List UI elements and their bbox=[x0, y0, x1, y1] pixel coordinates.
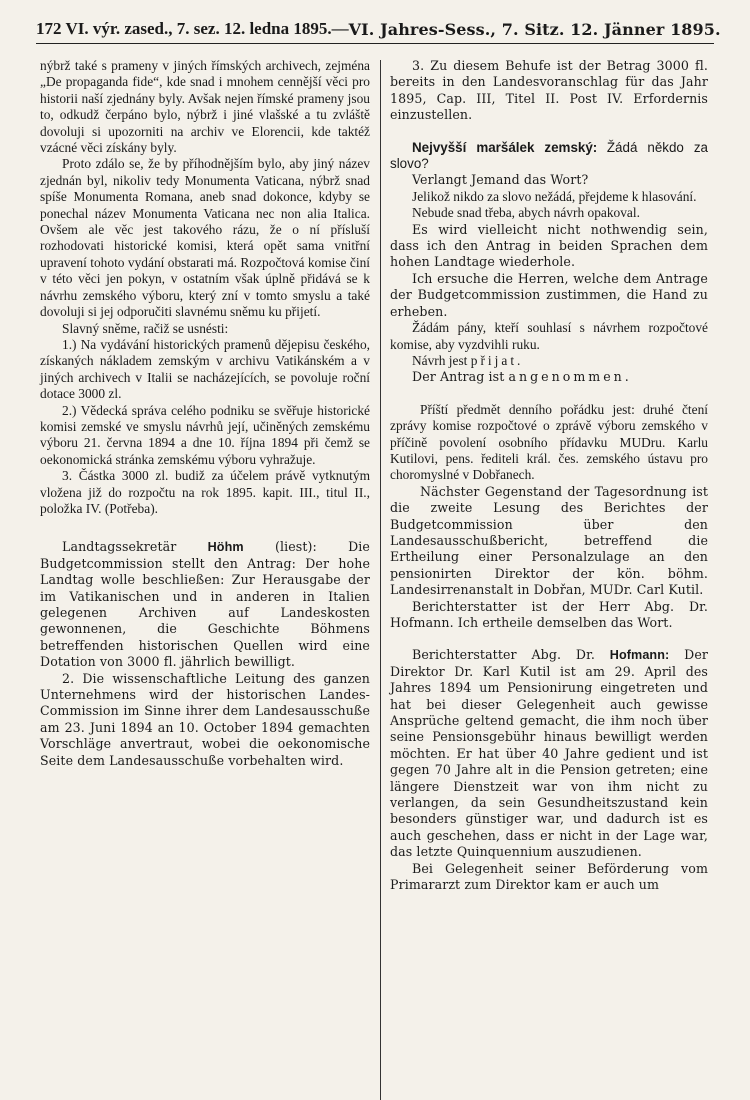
right-paragraph-13: Berichterstatter ist der Herr Abg. Dr. Hofmann. Ich ertheile demselben das Wort. bbox=[390, 598, 708, 630]
left-item-1: 1.) Na vydávání historických pramenů dějepisu českého, získaných nákladem zemským v archivu Vatikánském a v jiných archivech v Italii se nacházejících, se povoluje roční dotace 3000 zl. bbox=[40, 336, 370, 402]
header-left: 172 VI. výr. zased., 7. sez. 12. ledna 1895. bbox=[36, 19, 332, 38]
right-paragraph-6: Es wird vielleicht nicht nothwendig sein, dass ich den Antrag in beiden Sprachen dem hohen Landtage wiederhole. bbox=[390, 221, 708, 270]
column-divider bbox=[380, 60, 381, 1100]
page-header bbox=[36, 14, 721, 44]
secretary-text: (liest): Die Budgetcommission stellt den Antrag: Der hohe Landtag wolle beschließen: Zur Herausgabe der im Vatikanischen und in anderen in Italien gelegenen Archiven auf Landeskosten gewonnenen, die Geschichte Böhmens betreffenden historischen Quellen wird eine Dotation von 3000 fl. jährlich bewilligt. bbox=[40, 539, 370, 670]
right-paragraph-12: Nächster Gegenstand der Tagesordnung ist die zweite Lesung des Berichtes der Budgetcommission über den Landesausschußbericht, betreffend die Ertheilung einer Personalzulage an den pensionirten Direktor der kön. böhm. Landesirrenanstalt in Dobřan, MUDr. Carl Kutil. bbox=[390, 483, 708, 598]
right-paragraph-4: Jelikož nikdo za slovo nežádá, přejdeme k hlasování. bbox=[412, 188, 697, 204]
left-paragraph-2: Proto zdálo se, že by příhodnějším bylo, aby jiný název zjednán byl, nikoliv tedy Monumenta Vaticana, nýbrž snad spíše Monumenta Romana, aneb snad dokonce, kdyby se ponechal název Monumenta Vaticana nec non alia Italica. Ovšem ale věc jest takového rázu, že o ní přísluší rozhodovati historické komisi, která opět sama vnitřní upravení tohoto vydání obstarati má. Rozpočtová komise činí v této věci jen pokyn, v ostatním však úplně přidává se k návrhu zemského výboru, který zní v tomto smyslu a také dovoluji si jej odporučiti slavnému sněmu ku přijetí. bbox=[40, 156, 370, 320]
vote-label: Návrh jest bbox=[412, 352, 468, 368]
left-paragraph-3: Slavný sněme, račiž se usnésti: bbox=[62, 320, 229, 336]
right-paragraph-10 bbox=[390, 369, 708, 385]
vote-result: přijat. bbox=[470, 352, 524, 368]
left-item-2: 2.) Vědecká správa celého podniku se svěřuje historické komisi zemské ve smyslu návrhů její, učiněných zemskému výboru 21. června 1894 a dne 10. října 1894 při čemž se oekonomická stránka zemskému výboru vyhražuje. bbox=[40, 402, 370, 467]
marshal-text: Žádá někdo za slovo? bbox=[390, 139, 708, 172]
left-paragraph-german-2: 2. Die wissenschaftliche Leitung des ganzen Unternehmens wird der historischen Landes-Commission im Sinne ihrer dem Landesausschuße am 23. Juni 1894 an 10. October 1894 gemachten Vorschläge anvertraut, wobei die oekonomische Seite dem Landesausschuße vorbehalten wird. bbox=[40, 670, 370, 768]
left-item-3: 3. Částka 3000 zl. budiž za účelem právě vytknutým vložena již do rozpočtu na rok 1895. kapit. III., titul II., položka IV. (Potřeba). bbox=[40, 468, 370, 516]
left-column bbox=[40, 58, 370, 769]
right-paragraph-1: 3. Zu diesem Behufe ist der Betrag 3000 fl. bereits in den Landesvoranschlag für das Jahr 1895, Cap. III, Titel II. Post IV. Erfordernis einzustellen. bbox=[390, 58, 708, 123]
secretary-name: Höhm bbox=[207, 540, 244, 555]
vote-label-de: Der Antrag ist bbox=[412, 369, 505, 385]
right-paragraph-marshal bbox=[390, 140, 708, 173]
right-paragraph-8: Žádám pány, kteří souhlasí s návrhem rozpočtové komise, aby vyzdvihli ruku. bbox=[390, 320, 708, 352]
right-paragraph-5: Nebude snad třeba, abych návrh opakoval. bbox=[412, 205, 640, 221]
reporter-label: Berichterstatter Abg. Dr. bbox=[412, 647, 595, 663]
reporter-text: Der Direktor Dr. Karl Kutil ist am 29. April des Jahres 1894 um Pensionirung eingetreten und hat bei dieser Gelegenheit auch gewisse Ansprüche geltend gemacht, die ihm noch über seine Pensionsgebühr hinaus bewilligt werden möchten. Er hat über 40 Jahre gedient und ist gegen 70 Jahre alt in die Pension getreten; eine längere Dienstzeit war von ihm nicht zu verlangen, da sein Gesundheitszustand kein besonders günstiger war, und dadurch ist es auch geschehen, dass er nicht in der Lage war, das letzte Quinquennium auszudienen. bbox=[390, 647, 709, 860]
header-separator: — bbox=[331, 19, 349, 38]
right-paragraph-11: Příští předmět denního pořádku jest: druhé čtení zprávy komise rozpočtové o zprávě výboru zemského v příčině povolení osobního přídavku MUDru. Karlu Kutilovi, pens. řediteli král. čes. zemského ústavu pro choromyslné v Dobřanech. bbox=[390, 401, 708, 483]
right-paragraph-reporter bbox=[390, 647, 708, 860]
right-paragraph-7: Ich ersuche die Herren, welche dem Antrage der Budgetcommission zustimmen, die Hand zu erheben. bbox=[390, 270, 708, 319]
left-paragraph-secretary bbox=[40, 539, 370, 670]
secretary-label: Landtagssekretär bbox=[62, 539, 177, 555]
vote-result-de: angenommen. bbox=[508, 369, 632, 385]
reporter-name: Hofmann: bbox=[609, 648, 670, 663]
right-paragraph-15: Bei Gelegenheit seiner Beförderung vom Primararzt zum Direktor kam er auch um bbox=[390, 860, 708, 893]
header-right: VI. Jahres-Sess., 7. Sitz. 12. Jänner 1895. bbox=[348, 20, 721, 39]
right-paragraph-3: Verlangt Jemand das Wort? bbox=[412, 172, 589, 188]
left-paragraph-1: nýbrž také s prameny v jiných římských archivech, zejména „De propaganda fide“, kde snad i mnohem cennější věci pro historii naší zjednány byly. Avšak nejen římské prameny jsou to, odkudž čerpáno bylo, nýbrž i jiné vlašské a tu zvláště dovoluji si upozorniti na archiv ve Elorencii, kde taktéž vzácné věci získány byly. bbox=[40, 58, 370, 156]
marshal-name: Nejvyšší maršálek zemský: bbox=[412, 139, 598, 155]
right-column bbox=[390, 58, 708, 894]
right-paragraph-9 bbox=[390, 353, 708, 369]
